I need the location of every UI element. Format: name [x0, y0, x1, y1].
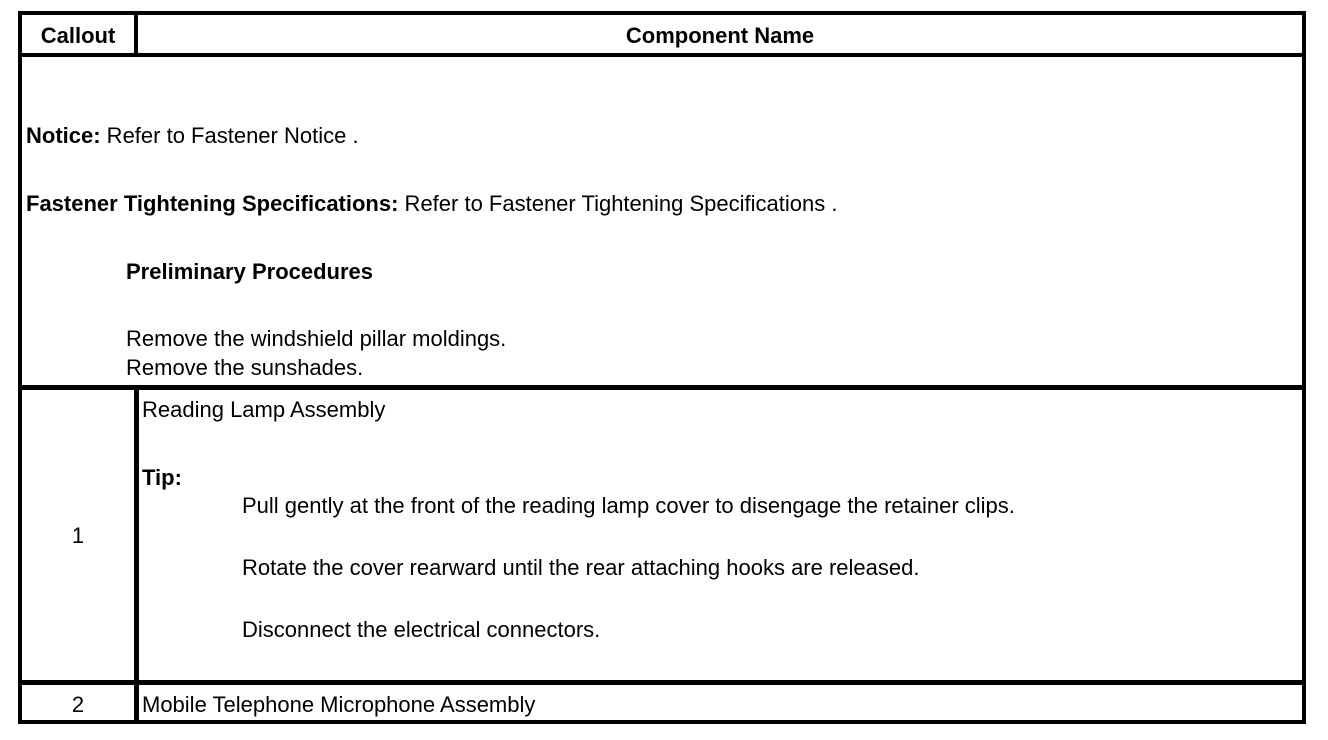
row-1-callout: 1 [71, 523, 85, 548]
row-2-column-divider [134, 685, 139, 724]
notice-line [26, 123, 359, 149]
fastener-spec-text: Refer to Fastener Tightening Specifications . [398, 191, 838, 216]
header-divider [22, 53, 1302, 57]
fastener-spec-line [26, 191, 837, 217]
preliminary-heading: Preliminary Procedures [126, 259, 374, 284]
row-2-component-name: Mobile Telephone Microphone Assembly [142, 692, 536, 717]
row-1-tip-step: Disconnect the electrical connectors. [242, 617, 601, 642]
fastener-spec-label: Fastener Tightening Specifications: [26, 191, 399, 216]
notice-text: Refer to Fastener Notice . [100, 123, 359, 148]
preliminary-step: Remove the sunshades. [126, 355, 364, 380]
callout-header: Callout [40, 23, 116, 48]
component-name-header: Component Name [625, 23, 815, 48]
notes-divider [22, 385, 1302, 390]
preliminary-step: Remove the windshield pillar moldings. [126, 326, 507, 351]
notice-label: Notice: [26, 123, 101, 148]
component-table [18, 11, 1306, 724]
row-1-column-divider [134, 390, 139, 683]
row-1-component-name: Reading Lamp Assembly [142, 397, 386, 422]
row-1-tip-step: Pull gently at the front of the reading lamp cover to disengage the retainer clips. [242, 493, 1015, 518]
row-1-divider [22, 680, 1302, 685]
row-1-tip-label: Tip: [142, 465, 182, 490]
row-2-callout: 2 [71, 692, 85, 717]
row-1-tip-step: Rotate the cover rearward until the rear attaching hooks are released. [242, 555, 920, 580]
